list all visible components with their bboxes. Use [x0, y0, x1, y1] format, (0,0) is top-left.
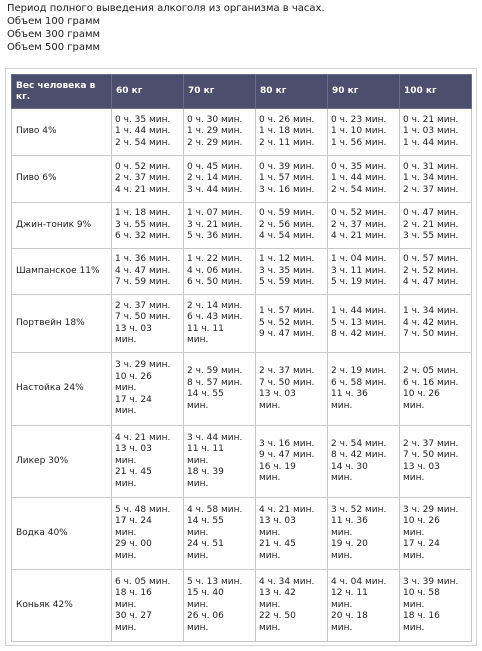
time-line: 3 ч. 16 мин. [259, 184, 315, 195]
time-line: 4 ч. 47 мин. [115, 265, 171, 276]
table-row [12, 353, 472, 426]
time-line: 5 ч. 13 мин. [187, 576, 243, 587]
time-line: 14 ч. 55 [187, 516, 224, 527]
time-line: 4 ч. 54 мин. [259, 231, 315, 242]
time-line: 1 ч. 34 мин. [403, 306, 459, 317]
drink-label: Водка 40% [12, 498, 112, 570]
time-line: 2 ч. 37 мин. [259, 366, 315, 376]
time-line: 2 ч. 37 мин. [331, 219, 387, 230]
time-line: 4 ч. 21 мин. [115, 432, 171, 443]
time-line: 3 ч. 11 мин. [331, 265, 387, 276]
time-cell [112, 203, 184, 249]
time-line: 3 ч. 35 мин. [259, 265, 315, 276]
time-line: 6 ч. 16 мин. [403, 377, 459, 388]
time-line: мин. [403, 400, 425, 411]
time-cell [184, 426, 256, 498]
time-line: мин. [259, 400, 281, 411]
time-line: 0 ч. 35 мин. [115, 114, 171, 125]
time-line: 4 ч. 06 мин. [187, 265, 243, 276]
time-line: мин. [115, 455, 137, 466]
time-cell [400, 249, 472, 295]
time-line: 4 ч. 04 мин. [331, 576, 387, 587]
time-cell [400, 353, 472, 426]
weight-header: Вес человека в кг. [12, 75, 112, 109]
time-cell [112, 353, 184, 426]
time-line: 1 ч. 18 мин. [115, 208, 171, 219]
time-line: 3 ч. 29 мин. [403, 504, 459, 515]
time-line: 0 ч. 39 мин. [259, 161, 315, 172]
table-row [12, 156, 472, 203]
time-line: 3 ч. 16 мин. [259, 438, 315, 449]
time-line: мин. [187, 622, 209, 633]
time-line: мин. [115, 550, 137, 561]
time-cell [400, 426, 472, 498]
time-line: 18 ч. 16 [403, 611, 440, 622]
time-line: 6 ч. 32 мин. [115, 231, 171, 242]
time-line: 8 ч. 42 мин. [331, 450, 387, 460]
intro-line-100: Объем 100 грамм [7, 16, 101, 27]
time-line: 0 ч. 47 мин. [403, 208, 459, 219]
time-line: 5 ч. 13 мин. [331, 317, 387, 328]
time-cell [256, 249, 328, 295]
weight-80: 80 кг [256, 75, 328, 109]
time-line: 19 ч. 20 [331, 539, 368, 550]
time-line: 5 ч. 59 мин. [259, 277, 315, 288]
time-line: 14 ч. 55 [187, 389, 224, 399]
time-line: 0 ч. 52 мин. [331, 208, 387, 219]
intro-line-300: Объем 300 грамм [7, 29, 101, 40]
time-line: мин. [115, 599, 137, 610]
time-line: мин. [187, 599, 209, 610]
time-line: 7 ч. 50 мин. [259, 377, 315, 388]
time-line: 10 ч. 58 [403, 588, 440, 599]
time-line: 17 ч. 24 [115, 394, 152, 405]
time-line: 5 ч. 52 мин. [259, 317, 315, 328]
time-line: 3 ч. 55 мин. [115, 219, 171, 230]
time-line: 4 ч. 42 мин. [403, 317, 459, 328]
time-line: 2 ч. 52 мин. [403, 265, 459, 276]
time-line: мин. [331, 527, 353, 538]
table-row [12, 295, 472, 353]
time-line: 11 ч. 11 [187, 444, 224, 455]
time-line: 1 ч. 10 мин. [331, 126, 387, 137]
time-line: 13 ч. 03 [259, 516, 296, 527]
time-line: 1 ч. 44 мин. [115, 126, 171, 137]
time-line: 9 ч. 47 мин. [259, 450, 315, 460]
time-cell [256, 570, 328, 642]
time-line: мин. [331, 400, 353, 411]
time-cell [400, 498, 472, 570]
time-cell [112, 156, 184, 203]
time-line: 6 ч. 43 мин. [187, 312, 243, 322]
time-line: 0 ч. 26 мин. [259, 114, 315, 125]
time-cell [328, 353, 400, 426]
intro-line-500: Объем 500 грамм [7, 42, 101, 53]
time-line: 2 ч. 29 мин. [187, 137, 243, 148]
time-cell [112, 498, 184, 570]
time-line: 1 ч. 44 мин. [331, 306, 387, 317]
time-line: 2 ч. 59 мин. [187, 366, 243, 376]
time-line: 1 ч. 18 мин. [259, 126, 315, 137]
time-line: мин. [403, 473, 425, 483]
time-line: 4 ч. 21 мин. [331, 231, 387, 242]
time-line: 15 ч. 40 [187, 588, 224, 599]
time-line: 0 ч. 23 мин. [331, 114, 387, 125]
time-line: мин. [259, 550, 281, 561]
time-line: мин. [115, 406, 137, 417]
time-line: 4 ч. 21 мин. [115, 184, 171, 195]
table-row [12, 426, 472, 498]
weight-70: 70 кг [184, 75, 256, 109]
time-line: 0 ч. 57 мин. [403, 254, 459, 265]
time-line: 3 ч. 39 мин. [403, 576, 459, 587]
drink-label: Джин-тоник 9% [12, 203, 112, 249]
time-line: 21 ч. 45 [259, 539, 296, 550]
time-line: 0 ч. 31 мин. [403, 161, 459, 172]
time-cell [400, 295, 472, 353]
table-row [12, 203, 472, 249]
time-line: 13 ч. 03 [115, 444, 152, 455]
time-line: 0 ч. 30 мин. [187, 114, 243, 125]
time-cell [328, 156, 400, 203]
time-cell [328, 498, 400, 570]
time-line: 11 ч. 11 [187, 323, 224, 334]
time-cell [328, 570, 400, 642]
time-line: мин. [331, 550, 353, 561]
time-line: 1 ч. 44 мин. [403, 137, 459, 148]
time-line: 10 ч. 26 [403, 516, 440, 527]
time-cell [184, 109, 256, 156]
time-line: 2 ч. 19 мин. [331, 366, 387, 376]
weight-100: 100 кг [400, 75, 472, 109]
time-cell [256, 109, 328, 156]
time-line: 29 ч. 00 [115, 539, 152, 550]
header-row [12, 75, 472, 109]
time-line: 22 ч. 50 [259, 611, 296, 622]
time-line: 12 ч. 11 [331, 588, 368, 599]
time-cell [400, 156, 472, 203]
time-cell [256, 295, 328, 353]
weight-90: 90 кг [328, 75, 400, 109]
time-line: мин. [259, 599, 281, 610]
time-line: мин. [187, 455, 209, 466]
time-line: 6 ч. 58 мин. [331, 377, 387, 388]
time-line: 13 ч. 03 [403, 461, 440, 472]
time-line: мин. [331, 622, 353, 633]
time-line: 2 ч. 37 мин. [115, 300, 171, 311]
time-line: 1 ч. 57 мин. [259, 173, 315, 184]
alcohol-elimination-table [11, 74, 472, 642]
time-cell [328, 109, 400, 156]
drink-label: Пиво 4% [12, 109, 112, 156]
time-cell [400, 203, 472, 249]
time-line: 10 ч. 26 [403, 389, 440, 399]
time-line: мин. [187, 335, 209, 345]
time-line: мин. [403, 622, 425, 633]
time-cell [328, 203, 400, 249]
time-line: мин. [187, 527, 209, 538]
time-cell [184, 295, 256, 353]
time-line: 4 ч. 47 мин. [403, 277, 459, 288]
drink-label: Пиво 6% [12, 156, 112, 203]
time-line: 3 ч. 21 мин. [187, 219, 243, 230]
time-line: 2 ч. 56 мин. [259, 219, 315, 230]
time-line: 0 ч. 21 мин. [403, 114, 459, 125]
time-line: 16 ч. 19 [259, 461, 296, 472]
time-cell [112, 249, 184, 295]
time-line: 4 ч. 21 мин. [259, 504, 315, 515]
time-line: 2 ч. 37 мин. [115, 173, 171, 184]
time-line: 13 ч. 03 [259, 389, 296, 399]
time-line: 3 ч. 55 мин. [403, 231, 459, 242]
time-line: 2 ч. 54 мин. [331, 438, 387, 449]
time-line: 1 ч. 22 мин. [187, 254, 243, 265]
time-line: 2 ч. 11 мин. [259, 137, 315, 148]
time-line: 2 ч. 14 мин. [187, 173, 243, 184]
drink-label: Настойка 24% [12, 353, 112, 426]
time-line: 2 ч. 14 мин. [187, 300, 243, 311]
time-line: 5 ч. 48 мин. [115, 504, 171, 515]
time-line: 3 ч. 29 мин. [115, 360, 171, 371]
time-line: 3 ч. 44 мин. [187, 184, 243, 195]
time-line: 24 ч. 51 [187, 539, 224, 550]
time-cell [328, 249, 400, 295]
time-line: мин. [259, 473, 281, 483]
time-line: мин. [115, 335, 137, 345]
drink-label: Коньяк 42% [12, 570, 112, 642]
time-line: 21 ч. 45 [115, 467, 152, 478]
time-cell [256, 203, 328, 249]
time-line: 1 ч. 04 мин. [331, 254, 387, 265]
time-line: 6 ч. 50 мин. [187, 277, 243, 288]
time-cell [328, 295, 400, 353]
time-cell [256, 156, 328, 203]
time-line: 8 ч. 57 мин. [187, 377, 243, 388]
time-line: 11 ч. 36 [331, 389, 368, 399]
time-line: мин. [259, 527, 281, 538]
time-line: 26 ч. 06 [187, 611, 224, 622]
time-line: 13 ч. 03 [115, 323, 152, 334]
time-line: мин. [115, 383, 137, 394]
time-line: мин. [187, 400, 209, 411]
time-line: мин. [259, 622, 281, 633]
time-line: 30 ч. 27 [115, 611, 152, 622]
time-line: 2 ч. 54 мин. [331, 184, 387, 195]
time-line: 18 ч. 16 [115, 588, 152, 599]
time-line: мин. [187, 550, 209, 561]
time-line: 1 ч. 03 мин. [403, 126, 459, 137]
time-line: 11 ч. 36 [331, 516, 368, 527]
time-line: 0 ч. 52 мин. [115, 161, 171, 172]
table-row [12, 498, 472, 570]
time-line: мин. [115, 527, 137, 538]
time-cell [112, 295, 184, 353]
time-line: 4 ч. 34 мин. [259, 576, 315, 587]
time-cell [112, 570, 184, 642]
intro-title: Период полного выведения алкоголя из организма в часах. [7, 3, 325, 14]
time-line: мин. [403, 527, 425, 538]
time-line: 1 ч. 56 мин. [331, 137, 387, 148]
time-cell [256, 498, 328, 570]
time-line: 3 ч. 52 мин. [331, 504, 387, 515]
time-line: 17 ч. 24 [115, 516, 152, 527]
time-line: 20 ч. 18 [331, 611, 368, 622]
time-line: 1 ч. 29 мин. [187, 126, 243, 137]
time-line: мин. [403, 599, 425, 610]
drink-label: Портвейн 18% [12, 295, 112, 353]
time-cell [184, 570, 256, 642]
time-line: 2 ч. 54 мин. [115, 137, 171, 148]
time-line: 18 ч. 39 [187, 467, 224, 478]
time-cell [400, 570, 472, 642]
time-line: 2 ч. 21 мин. [403, 219, 459, 230]
time-line: мин. [403, 550, 425, 561]
intro-text [7, 2, 325, 54]
time-line: 5 ч. 36 мин. [187, 231, 243, 242]
time-line: 7 ч. 59 мин. [115, 277, 171, 288]
time-cell [184, 498, 256, 570]
time-line: 5 ч. 19 мин. [331, 277, 387, 288]
time-cell [184, 156, 256, 203]
time-line: 10 ч. 26 [115, 371, 152, 382]
time-cell [184, 353, 256, 426]
time-line: 0 ч. 59 мин. [259, 208, 315, 219]
time-cell [184, 249, 256, 295]
time-line: 7 ч. 50 мин. [403, 329, 459, 340]
time-line: 14 ч. 30 [331, 461, 368, 472]
time-cell [112, 109, 184, 156]
time-line: 1 ч. 12 мин. [259, 254, 315, 265]
time-line: 6 ч. 05 мин. [115, 576, 171, 587]
drink-label: Шампанское 11% [12, 249, 112, 295]
time-line: мин. [115, 622, 137, 633]
time-cell [256, 353, 328, 426]
time-line: 2 ч. 37 мин. [403, 438, 459, 449]
time-line: 2 ч. 37 мин. [403, 184, 459, 195]
time-line: 1 ч. 57 мин. [259, 306, 315, 317]
time-line: 7 ч. 50 мин. [115, 312, 171, 322]
time-line: 0 ч. 35 мин. [331, 161, 387, 172]
time-line: 1 ч. 36 мин. [115, 254, 171, 265]
time-cell [184, 203, 256, 249]
time-line: мин. [331, 599, 353, 610]
time-cell [256, 426, 328, 498]
time-line: 2 ч. 05 мин. [403, 366, 459, 376]
time-line: 3 ч. 44 мин. [187, 432, 243, 443]
time-line: 1 ч. 44 мин. [331, 173, 387, 184]
time-line: 7 ч. 50 мин. [403, 450, 459, 460]
time-line: 1 ч. 07 мин. [187, 208, 243, 219]
time-cell [328, 426, 400, 498]
table-row [12, 249, 472, 295]
time-line: 17 ч. 24 [403, 539, 440, 550]
time-cell [112, 426, 184, 498]
time-line: мин. [187, 478, 209, 489]
time-line: мин. [115, 478, 137, 489]
time-line: 0 ч. 45 мин. [187, 161, 243, 172]
time-line: 4 ч. 58 мин. [187, 504, 243, 515]
time-line: 9 ч. 47 мин. [259, 329, 315, 340]
table-row [12, 570, 472, 642]
drink-label: Ликер 30% [12, 426, 112, 498]
weight-60: 60 кг [112, 75, 184, 109]
time-cell [400, 109, 472, 156]
time-line: 13 ч. 42 [259, 588, 296, 599]
table-row [12, 109, 472, 156]
time-line: 1 ч. 34 мин. [403, 173, 459, 184]
time-line: 8 ч. 42 мин. [331, 329, 387, 340]
time-line: мин. [331, 473, 353, 483]
